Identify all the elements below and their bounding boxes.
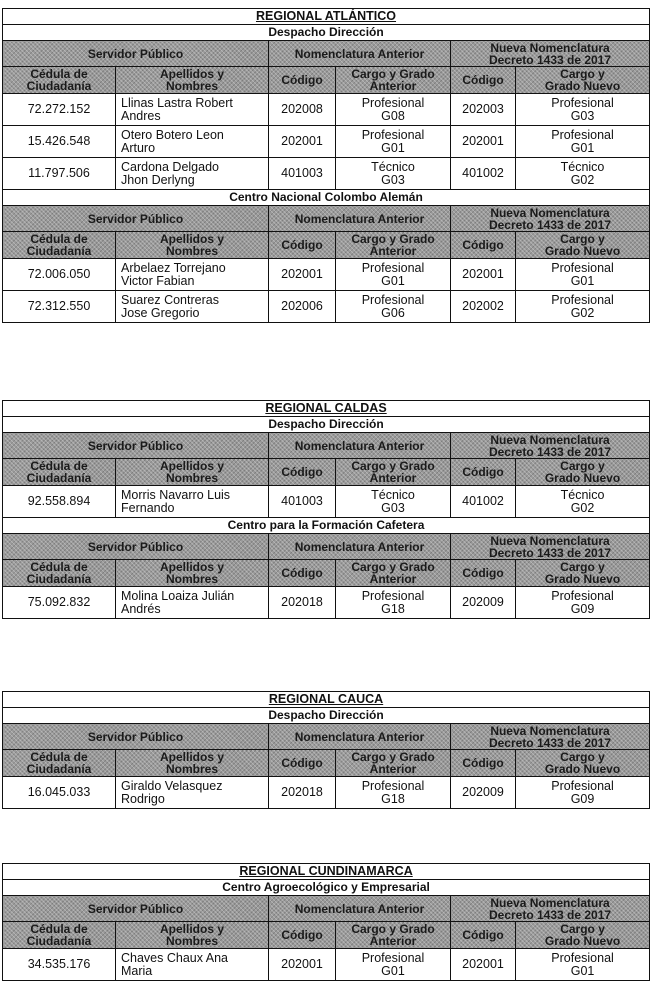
- cargo-anterior-cell: [336, 158, 451, 190]
- section-title-row: [3, 417, 650, 433]
- cargo-anterior-header: [336, 459, 451, 486]
- cargo-anterior-header: [336, 67, 451, 94]
- servidor-publico-header: Servidor Público: [3, 41, 269, 67]
- nombre-cell: [116, 587, 269, 619]
- codigo-nuevo-header: Código: [451, 232, 516, 259]
- regional-block: [2, 691, 649, 809]
- cargo-nuevo-header: [516, 67, 650, 94]
- line-1: Cédula de: [30, 922, 88, 936]
- line-2: Nombres: [165, 762, 218, 776]
- section-title-row: [3, 880, 650, 896]
- line-2: G06: [381, 305, 405, 320]
- nombre-cell: [116, 291, 269, 323]
- cargo-nuevo-cell: [516, 94, 650, 126]
- line-2: Andrés: [121, 601, 161, 616]
- codigo-anterior-header: Código: [269, 67, 336, 94]
- line-1: Suarez Contreras: [121, 292, 219, 307]
- line-1: Profesional: [551, 127, 614, 142]
- line-1: Cédula de: [30, 750, 88, 764]
- apellidos-header: [116, 560, 269, 587]
- cedula-cell: 15.426.548: [3, 126, 116, 158]
- region-title: REGIONAL CALDAS: [3, 401, 650, 417]
- servidor-publico-header: Servidor Público: [3, 724, 269, 750]
- line-1: Profesional: [551, 778, 614, 793]
- line-1: Profesional: [361, 127, 425, 142]
- nomenclatura-anterior-header: Nomenclatura Anterior: [269, 534, 451, 560]
- line-1: Apellidos y: [159, 459, 224, 473]
- codigo-anterior-header: Código: [269, 459, 336, 486]
- cargo-anterior-header: [336, 750, 451, 777]
- cargo-anterior-cell: [336, 291, 451, 323]
- codigo-nuevo-cell: 202002: [451, 291, 516, 323]
- line-1: Cargo y: [560, 232, 605, 246]
- cargo-anterior-cell: [336, 777, 451, 809]
- cargo-anterior-cell: [336, 126, 451, 158]
- regional-table: [2, 863, 650, 981]
- codigo-anterior-cell: 202008: [269, 94, 336, 126]
- line-2: Anterior: [369, 762, 417, 776]
- nombre-cell: [116, 126, 269, 158]
- codigo-nuevo-cell: 401002: [451, 486, 516, 518]
- line-2: Ciudadanía: [26, 572, 92, 586]
- codigo-nuevo-cell: 202009: [451, 777, 516, 809]
- line-2: Anterior: [369, 244, 417, 258]
- line-2: G03: [570, 108, 595, 123]
- line-2: G01: [381, 963, 405, 978]
- line-2: Arturo: [121, 140, 156, 155]
- nomenclatura-anterior-header: Nomenclatura Anterior: [269, 41, 451, 67]
- cargo-nuevo-header: [516, 560, 650, 587]
- line-2: G01: [381, 273, 405, 288]
- nueva-nomenclatura-header: [451, 896, 650, 922]
- line-1: Arbelaez Torrejano: [121, 260, 226, 275]
- header-row-group: [3, 206, 650, 232]
- line-1: Apellidos y: [159, 922, 224, 936]
- codigo-anterior-header: Código: [269, 750, 336, 777]
- line-1: Cédula de: [30, 232, 88, 246]
- cargo-nuevo-cell: [516, 158, 650, 190]
- line-1: Nueva Nomenclatura: [490, 205, 610, 220]
- line-1: Cargo y: [560, 67, 605, 81]
- cargo-anterior-cell: [336, 94, 451, 126]
- cargo-nuevo-cell: [516, 126, 650, 158]
- nueva-nomenclatura-header: [451, 41, 650, 67]
- line-2: Nombres: [165, 471, 218, 485]
- codigo-nuevo-cell: 202003: [451, 94, 516, 126]
- regional-block: [2, 400, 649, 619]
- line-2: Ciudadanía: [26, 244, 92, 258]
- cargo-nuevo-cell: [516, 291, 650, 323]
- section-title: Despacho Dirección: [3, 708, 650, 724]
- codigo-anterior-header: Código: [269, 922, 336, 949]
- line-2: G02: [570, 500, 595, 515]
- cedula-cell: 16.045.033: [3, 777, 116, 809]
- line-1: Otero Botero Leon: [121, 127, 224, 142]
- line-2: G01: [381, 140, 405, 155]
- line-1: Profesional: [361, 292, 425, 307]
- section-title: Centro Agroecológico y Empresarial: [3, 880, 650, 896]
- line-2: Ciudadanía: [26, 934, 92, 948]
- table-row: [3, 949, 650, 981]
- cedula-header: [3, 922, 116, 949]
- header-row-columns: [3, 922, 650, 949]
- apellidos-header: [116, 67, 269, 94]
- line-2: G09: [570, 791, 595, 806]
- apellidos-header: [116, 750, 269, 777]
- line-1: Profesional: [551, 260, 614, 275]
- nueva-nomenclatura-header: [451, 724, 650, 750]
- cedula-header: [3, 232, 116, 259]
- cedula-header: [3, 560, 116, 587]
- line-2: Jhon Derlyng: [121, 172, 195, 187]
- line-1: Profesional: [361, 588, 425, 603]
- line-2: Anterior: [369, 471, 417, 485]
- line-2: G02: [570, 305, 595, 320]
- line-1: Profesional: [551, 588, 614, 603]
- cargo-anterior-cell: [336, 259, 451, 291]
- cedula-cell: 72.312.550: [3, 291, 116, 323]
- codigo-nuevo-header: Código: [451, 67, 516, 94]
- line-1: Cédula de: [30, 560, 88, 574]
- codigo-anterior-cell: 202018: [269, 587, 336, 619]
- line-1: Morris Navarro Luis: [121, 487, 231, 502]
- line-2: Nombres: [165, 79, 218, 93]
- cargo-anterior-cell: [336, 587, 451, 619]
- cedula-cell: 75.092.832: [3, 587, 116, 619]
- line-1: Nueva Nomenclatura: [490, 533, 610, 548]
- header-row-group: [3, 534, 650, 560]
- line-2: Victor Fabian: [121, 273, 195, 288]
- servidor-publico-header: Servidor Público: [3, 433, 269, 459]
- line-1: Giraldo Velasquez: [121, 778, 223, 793]
- line-1: Cargo y: [560, 560, 605, 574]
- codigo-anterior-cell: 202006: [269, 291, 336, 323]
- servidor-publico-header: Servidor Público: [3, 206, 269, 232]
- line-2: G08: [381, 108, 405, 123]
- codigo-nuevo-cell: 202001: [451, 949, 516, 981]
- nueva-nomenclatura-header: [451, 206, 650, 232]
- section-title: Centro para la Formación Cafetera: [3, 518, 650, 534]
- line-1: Técnico: [560, 159, 605, 174]
- region-title-row: [3, 401, 650, 417]
- line-1: Chaves Chaux Ana: [121, 950, 229, 965]
- line-1: Cargo y: [560, 750, 605, 764]
- line-2: G18: [381, 791, 405, 806]
- nombre-cell: [116, 949, 269, 981]
- codigo-anterior-cell: 202001: [269, 259, 336, 291]
- line-2: Anterior: [369, 934, 417, 948]
- region-title: REGIONAL CUNDINAMARCA: [3, 864, 650, 880]
- line-1: Cargo y Grado: [351, 750, 435, 764]
- nueva-nomenclatura-header: [451, 433, 650, 459]
- cargo-anterior-cell: [336, 949, 451, 981]
- cargo-anterior-cell: [336, 486, 451, 518]
- line-1: Apellidos y: [159, 750, 224, 764]
- header-row-columns: [3, 750, 650, 777]
- cedula-header: [3, 750, 116, 777]
- line-2: Grado Nuevo: [544, 244, 621, 258]
- codigo-nuevo-cell: 401002: [451, 158, 516, 190]
- apellidos-header: [116, 459, 269, 486]
- nombre-cell: [116, 94, 269, 126]
- header-row-columns: [3, 459, 650, 486]
- line-2: Decreto 1433 de 2017: [488, 444, 612, 459]
- line-2: Anterior: [369, 572, 417, 586]
- cargo-nuevo-cell: [516, 777, 650, 809]
- line-2: Ciudadanía: [26, 471, 92, 485]
- line-2: Rodrigo: [121, 791, 165, 806]
- line-2: Decreto 1433 de 2017: [488, 735, 612, 750]
- nomenclatura-anterior-header: Nomenclatura Anterior: [269, 206, 451, 232]
- line-2: Decreto 1433 de 2017: [488, 217, 612, 232]
- cedula-header: [3, 459, 116, 486]
- codigo-anterior-cell: 202001: [269, 949, 336, 981]
- line-2: Jose Gregorio: [121, 305, 200, 320]
- header-row-group: [3, 41, 650, 67]
- table-row: [3, 126, 650, 158]
- line-2: Grado Nuevo: [544, 572, 621, 586]
- line-1: Apellidos y: [159, 560, 224, 574]
- regional-table: [2, 8, 650, 323]
- table-row: [3, 486, 650, 518]
- line-1: Nueva Nomenclatura: [490, 723, 610, 738]
- codigo-nuevo-cell: 202001: [451, 259, 516, 291]
- codigo-anterior-cell: 401003: [269, 158, 336, 190]
- section-title: Centro Nacional Colombo Alemán: [3, 190, 650, 206]
- cargo-anterior-header: [336, 232, 451, 259]
- codigo-anterior-cell: 202018: [269, 777, 336, 809]
- line-1: Cargo y: [560, 459, 605, 473]
- table-row: [3, 587, 650, 619]
- apellidos-header: [116, 232, 269, 259]
- region-title-row: [3, 692, 650, 708]
- header-row-group: [3, 724, 650, 750]
- line-1: Cédula de: [30, 67, 88, 81]
- line-1: Nueva Nomenclatura: [490, 895, 610, 910]
- line-2: Grado Nuevo: [544, 471, 621, 485]
- line-1: Llinas Lastra Robert: [121, 95, 233, 110]
- header-row-columns: [3, 232, 650, 259]
- line-2: G03: [381, 500, 405, 515]
- line-1: Nueva Nomenclatura: [490, 40, 610, 55]
- line-1: Cargo y Grado: [351, 67, 435, 81]
- line-1: Profesional: [361, 778, 425, 793]
- line-2: G09: [570, 601, 595, 616]
- line-2: G03: [381, 172, 405, 187]
- cargo-nuevo-header: [516, 922, 650, 949]
- cedula-cell: 34.535.176: [3, 949, 116, 981]
- line-2: Nombres: [165, 572, 218, 586]
- cedula-cell: 11.797.506: [3, 158, 116, 190]
- regional-block: [2, 863, 649, 981]
- line-2: Ciudadanía: [26, 79, 92, 93]
- line-1: Técnico: [371, 159, 415, 174]
- header-row-columns: [3, 67, 650, 94]
- line-2: Decreto 1433 de 2017: [488, 545, 612, 560]
- line-1: Molina Loaiza Julián: [121, 588, 235, 603]
- table-row: [3, 291, 650, 323]
- codigo-anterior-header: Código: [269, 560, 336, 587]
- regional-table: [2, 691, 650, 809]
- line-2: G18: [381, 601, 405, 616]
- codigo-nuevo-header: Código: [451, 750, 516, 777]
- line-2: G01: [570, 273, 595, 288]
- section-title-row: [3, 518, 650, 534]
- line-2: Nombres: [165, 244, 218, 258]
- line-1: Cargo y Grado: [351, 560, 435, 574]
- codigo-anterior-cell: 401003: [269, 486, 336, 518]
- line-1: Nueva Nomenclatura: [490, 432, 610, 447]
- line-2: Ciudadanía: [26, 762, 92, 776]
- line-2: Anterior: [369, 79, 417, 93]
- cargo-nuevo-header: [516, 232, 650, 259]
- header-row-columns: [3, 560, 650, 587]
- servidor-publico-header: Servidor Público: [3, 896, 269, 922]
- nomenclatura-anterior-header: Nomenclatura Anterior: [269, 433, 451, 459]
- codigo-nuevo-cell: 202001: [451, 126, 516, 158]
- nombre-cell: [116, 486, 269, 518]
- regional-block: [2, 8, 649, 323]
- table-row: [3, 777, 650, 809]
- line-1: Técnico: [371, 487, 415, 502]
- section-title-row: [3, 25, 650, 41]
- line-2: Grado Nuevo: [544, 934, 621, 948]
- line-1: Profesional: [361, 95, 425, 110]
- line-1: Apellidos y: [159, 67, 224, 81]
- regional-table: [2, 400, 650, 619]
- line-1: Profesional: [551, 292, 614, 307]
- section-title: Despacho Dirección: [3, 417, 650, 433]
- line-2: Grado Nuevo: [544, 79, 621, 93]
- nueva-nomenclatura-header: [451, 534, 650, 560]
- region-title: REGIONAL ATLÁNTICO: [3, 9, 650, 25]
- line-1: Profesional: [551, 950, 614, 965]
- cargo-nuevo-cell: [516, 259, 650, 291]
- cargo-nuevo-cell: [516, 949, 650, 981]
- cargo-anterior-header: [336, 922, 451, 949]
- table-row: [3, 94, 650, 126]
- section-title: Despacho Dirección: [3, 25, 650, 41]
- line-2: Decreto 1433 de 2017: [488, 52, 612, 67]
- line-1: Cédula de: [30, 459, 88, 473]
- nomenclatura-anterior-header: Nomenclatura Anterior: [269, 896, 451, 922]
- line-1: Cargo y Grado: [351, 232, 435, 246]
- line-2: G02: [570, 172, 595, 187]
- cedula-cell: 72.272.152: [3, 94, 116, 126]
- cedula-header: [3, 67, 116, 94]
- line-1: Cargo y Grado: [351, 922, 435, 936]
- line-1: Profesional: [361, 950, 425, 965]
- line-1: Cargo y: [560, 922, 605, 936]
- apellidos-header: [116, 922, 269, 949]
- header-row-group: [3, 896, 650, 922]
- line-1: Apellidos y: [159, 232, 224, 246]
- region-title-row: [3, 9, 650, 25]
- line-1: Profesional: [551, 95, 614, 110]
- cargo-nuevo-cell: [516, 587, 650, 619]
- cedula-cell: 72.006.050: [3, 259, 116, 291]
- line-1: Cargo y Grado: [351, 459, 435, 473]
- cargo-nuevo-cell: [516, 486, 650, 518]
- header-row-group: [3, 433, 650, 459]
- line-2: Grado Nuevo: [544, 762, 621, 776]
- cargo-anterior-header: [336, 560, 451, 587]
- cargo-nuevo-header: [516, 459, 650, 486]
- line-2: Maria: [121, 963, 153, 978]
- codigo-nuevo-header: Código: [451, 459, 516, 486]
- cargo-nuevo-header: [516, 750, 650, 777]
- line-2: Nombres: [165, 934, 218, 948]
- codigo-nuevo-header: Código: [451, 560, 516, 587]
- table-row: [3, 158, 650, 190]
- table-row: [3, 259, 650, 291]
- line-2: Decreto 1433 de 2017: [488, 907, 612, 922]
- nombre-cell: [116, 777, 269, 809]
- line-1: Profesional: [361, 260, 425, 275]
- codigo-anterior-cell: 202001: [269, 126, 336, 158]
- line-2: Andres: [121, 108, 161, 123]
- servidor-publico-header: Servidor Público: [3, 534, 269, 560]
- codigo-nuevo-cell: 202009: [451, 587, 516, 619]
- line-2: G01: [570, 963, 595, 978]
- region-title-row: [3, 864, 650, 880]
- nomenclatura-anterior-header: Nomenclatura Anterior: [269, 724, 451, 750]
- line-1: Cardona Delgado: [121, 159, 219, 174]
- nombre-cell: [116, 259, 269, 291]
- section-title-row: [3, 190, 650, 206]
- codigo-anterior-header: Código: [269, 232, 336, 259]
- line-1: Técnico: [560, 487, 605, 502]
- codigo-nuevo-header: Código: [451, 922, 516, 949]
- section-title-row: [3, 708, 650, 724]
- line-2: Fernando: [121, 500, 175, 515]
- line-2: G01: [570, 140, 595, 155]
- cedula-cell: 92.558.894: [3, 486, 116, 518]
- nombre-cell: [116, 158, 269, 190]
- region-title: REGIONAL CAUCA: [3, 692, 650, 708]
